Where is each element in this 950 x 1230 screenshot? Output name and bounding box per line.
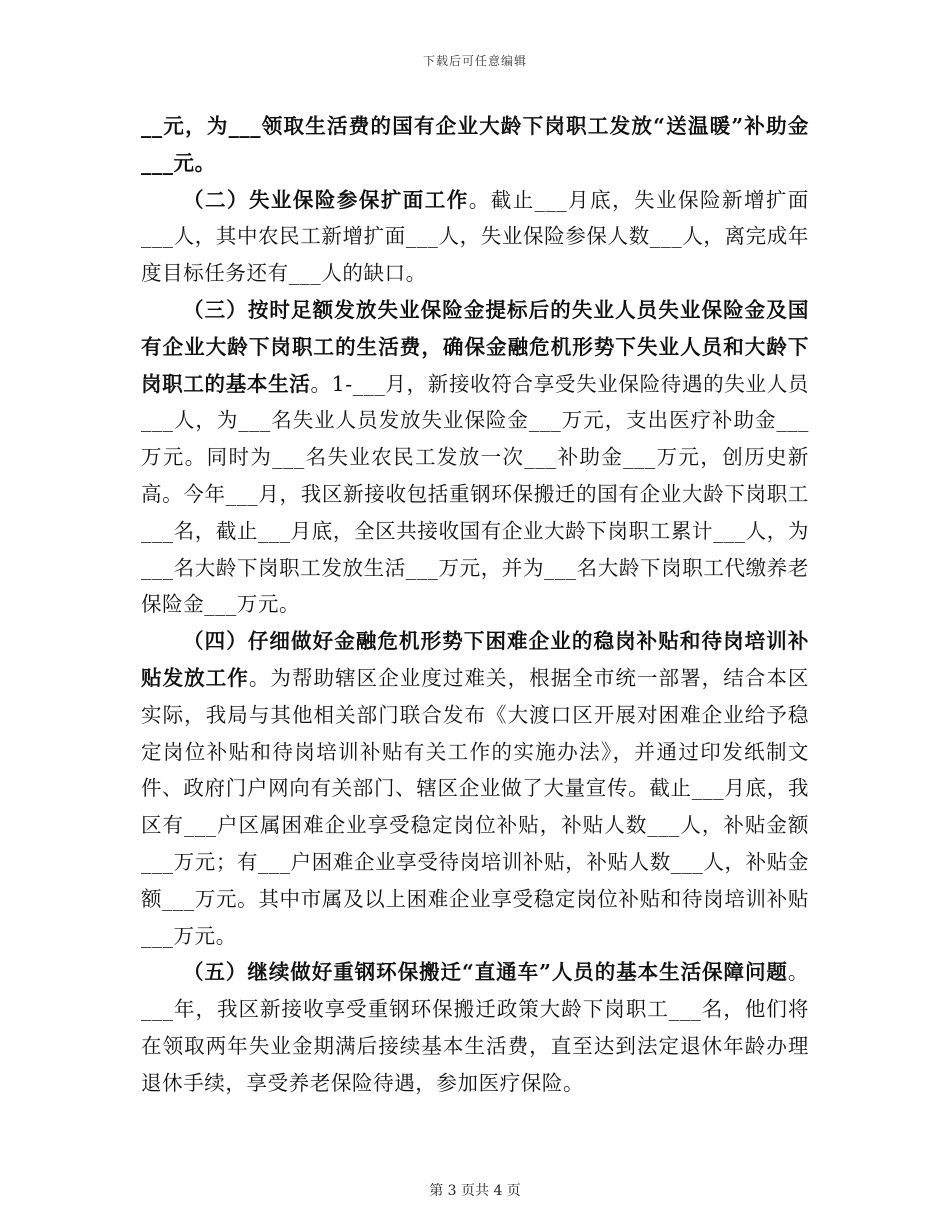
paragraph-section-4 [141,623,809,954]
section-3-text: 。1-___月，新接收符合享受失业保险待遇的失业人员___人，为___名失业人员发放失业保险金___万元，支出医疗补助金___万元。同时为___名失业农民工发放一次___补助金___万元，创历史新高。今年___月，我区新接收包括重钢环保搬迁的国有企业大龄下岗职工___名，截止___月底，全区共接收国有企业大龄下岗职工累计___人，为___名大龄下岗职工发放生活___万元，并为___名大龄下岗职工代缴养老保险金___万元。 [141,371,809,617]
paragraph-section-5 [141,954,809,1101]
header-note: 下载后可任意编辑 [422,54,527,68]
section-4-text: 。为帮助辖区企业度过难关，根据全市统一部署，结合本区实际，我局与其他相关部门联合发布《大渡口区开展对困难企业给予稳定岗位补贴和待岗培训补贴有关工作的实施办法》，并通过印发纸制文件、政府门户网向有关部门、辖区企业做了大量宣传。截止___月底，我区有___户区属困难企业享受稳定岗位补贴，补贴人数___人，补贴金额___万元；有___户困难企业享受待岗培训补贴，补贴人数___人，补贴金额___万元。其中市属及以上困难企业享受稳定岗位补贴和待岗培训补贴___万元。 [141,665,810,948]
document-body [141,108,809,1102]
section-5-text: 。___年，我区新接收享受重钢环保搬迁政策大龄下岗职工___名，他们将在领取两年失业金期满后接续基本生活费，直至达到法定退休年龄办理退休手续，享受养老保险待遇，参加医疗保险。 [141,960,809,1095]
section-5-heading: （五）继续做好重钢环保搬迁“直通车”人员的基本生活保障问题 [183,960,788,985]
section-4-heading: （四）仔细做好金融危机形势下困难企业的稳岗补贴和待岗培训补贴发放工作 [141,629,809,690]
section-2-heading: （二）失业保险参保扩面工作 [183,187,469,212]
paragraph-section-2 [141,182,809,292]
paragraph-section-3 [141,292,809,623]
paragraph-continuation-bold: __元，为___领取生活费的国有企业大龄下岗职工发放“送温暖”补助金___元。 [141,114,809,175]
section-3-heading: （三）按时足额发放失业保险金提标后的失业人员失业保险金及国有企业大龄下岗职工的生活费，确保金融危机形势下失业人员和大龄下岗职工的基本生活 [141,297,809,396]
page-number: 第 3 页共 4 页 [429,1183,521,1199]
section-2-text: 。截止___月底，失业保险新增扩面___人，其中农民工新增扩面___人，失业保险参保人数___人，离完成年度目标任务还有___人的缺口。 [141,187,809,286]
paragraph-continuation [141,108,809,182]
